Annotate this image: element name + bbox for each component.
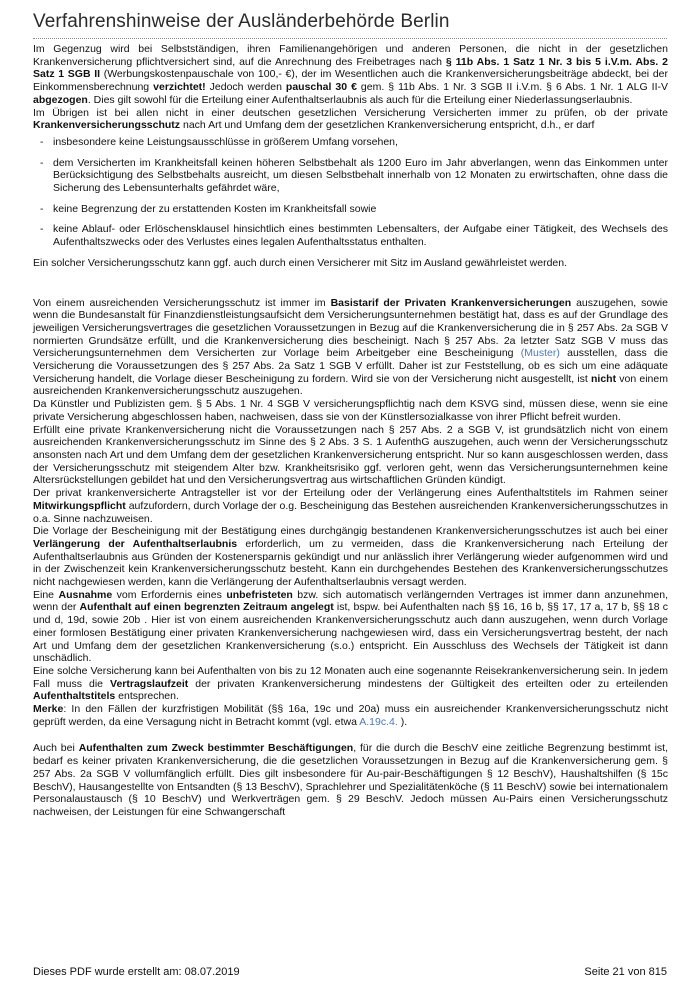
page-title: Verfahrenshinweise der Ausländerbehörde Berlin [33, 11, 450, 32]
paragraph-voraussetzungen: Erfüllt eine private Krankenversicherung nicht die Voraussetzungen nach § 257 Abs. 2 a SGB V, ist grundsätzlich nicht von einem ausreichenden Krankenversicherungsschutz im Sinne des § 2 Abs. 3 S. 1 AufenthG auszugehen, auch wenn der Versicherungsschutz ansonsten nach Art und dem Umfang dem der gesetzlichen Krankenversicherung entspricht. Nur so kann ausgeschlossen werden, dass der Versicherungsschutz mit steigendem Alter bzw. Krankheitsrisiko ggf. verloren geht, wenn das Versicherungsunternehmen keine Altersrückstellungen gebildet hat und den Versicherungsvertrag aus wirtschaftlichen Gründen kündigt. [33, 423, 668, 487]
page-header [33, 10, 667, 39]
creation-date: Dieses PDF wurde erstellt am: 08.07.2019 [33, 966, 240, 978]
paragraph-verlaengerung: Die Vorlage der Bescheinigung mit der Bestätigung eines durchgängig bestandenen Krankenversicherungsschutzes ist auch bei einer Verlängerung der Aufenthaltserlaubnis erforderlich, um zu vermeiden, dass die Krankenversicherung nach Erteilung der Aufenthaltserlaubnis aus Gründen der Kostenersparnis gekündigt und nur anlässlich ihrer Verlängerung wieder aufgenommen wird und in der Zwischenzeit kein Krankenversicherungsschutz besteht. Kann ein durchgehendes Bestehen des Krankenversicherungsschutzes nicht nachgewiesen werden, kann die Verlängerung der Aufenthaltserlaubnis versagt werden. [33, 525, 668, 589]
paragraph-freibetrag: Im Gegenzug wird bei Selbstständigen, ihren Familienangehörigen und anderen Personen, die nicht in der gesetzlichen Krankenversicherung pflichtversichert sind, auf die Anrechnung des Freibetrages nach § 11b Abs. 1 Satz 1 Nr. 3 bis 5 i.V.m. Abs. 2 Satz 1 SGB II (Werbungskostenpauschale von 100,- €), der im Wesentlichen auch die Krankenversicherungsbeiträge abdeckt, bei der Einkommensberechnung verzichtet! Jedoch werden pauschal 30 € gem. § 11b Abs. 1 Nr. 3 SGB II i.V.m. § 6 Abs. 1 Nr. 1 ALG II-V abgezogen. Dies gilt sowohl für die Erteilung einer Aufenthaltserlaubnis als auch für die Erteilung einer Niederlassungserlaubnis. [33, 43, 668, 106]
paragraph-reiseversicherung: Eine solche Versicherung kann bei Aufenthalten von bis zu 12 Monaten auch eine sogenannte Reisekrankenversicherung sein. In jedem Fall muss die Vertragslaufzeit der privaten Krankenversicherung mindestens der Gültigkeit des erteilten oder zu erteilenden Aufenthaltstitels entsprechen. [33, 664, 668, 703]
page-number: Seite 21 von 815 [584, 966, 667, 978]
muster-link[interactable]: (Muster) [520, 347, 560, 360]
header-divider [33, 38, 667, 39]
paragraph-mitwirkung: Der privat krankenversicherte Antragsteller ist vor der Erteilung oder der Verlängerung eines Aufenthaltstitels im Rahmen seiner Mitwirkungspflicht aufzufordern, durch Vorlage der o.g. Bescheinigung das Bestehen ausreichenden Krankenversicherungsschutzes in o.a. Sinne nachzuweisen. [33, 487, 668, 525]
list-item: - keine Ablauf- oder Erlöschensklausel hinsichtlich eines bestimmten Lebensalters, der Aufgabe einer Tätigkeit, des Wechsels des Aufenthaltszwecks oder des Verlustes eines legalen Aufenthaltsstatus enthalten. [40, 223, 668, 249]
paragraph-basistarif: Von einem ausreichenden Versicherungsschutz ist immer im Basistarif der Privaten Krankenversicherungen auszugehen, sowie wenn die Bundesanstalt für Finanzdienstleistungsaufsicht dem Versicherungsunternehmen bestätigt hat, dass es auf der Grundlage des jeweiligen Versicherungsvertrages die gesetzlichen Voraussetzungen in Bezug auf die Krankenversicherung die in § 257 Abs. 2a SGB V normierten Grundsätze erfüllt, und die Krankenversicherung dies bescheinigt. Nach § 257 Abs. 2a letzter Satz SGB V muss das Versicherungsunternehmen dem Versicherten zur Vorlage beim Arbeitgeber eine Bescheinigung (Muster) ausstellen, dass die Versicherung die Voraussetzungen des § 257 Abs. 2a Satz 1 SGB V erfüllt. Daher ist zur Feststellung, ob es sich um eine adäquate Versicherung handelt, die Vorlage dieser Bescheinigung zu fordern. Wird sie von der Versicherung nicht ausgestellt, ist nicht von einem ausreichenden Krankenversicherungsschutz auszugehen. [33, 296, 668, 398]
document-body [33, 43, 668, 819]
paragraph-ausland: Ein solcher Versicherungsschutz kann ggf. auch durch einen Versicherer mit Sitz im Ausland gewährleistet werden. [33, 256, 568, 269]
paragraph-merke: Merke: In den Fällen der kurzfristigen Mobilität (§§ 16a, 19c und 20a) muss ein ausreichender Krankenversicherungsschutz nicht geprüft werden, da eine Versagung nicht in Betracht kommt (vgl. etwa A.19c.4. ). [33, 703, 668, 728]
list-item: - keine Begrenzung der zu erstattenden Kosten im Krankheitsfall sowie [40, 202, 377, 215]
list-item: - insbesondere keine Leistungsausschlüsse in größerem Umfang vorsehen, [40, 135, 398, 148]
list-item: - dem Versicherten im Krankheitsfall keinen höheren Selbstbehalt als 1200 Euro im Jahr abverlangen, wenn das Einkommen unter Berücksichtigung des Selbstbehalts ausreicht, um diesen Selbstbehalt innerhalb von 12 Monaten zu erwirtschaften, ohne dass die Sicherung des Lebensunterhalts gefährdet wäre, [40, 156, 668, 195]
paragraph-pruefung: Im Übrigen ist bei allen nicht in einer deutschen gesetzlichen Versicherung Versicherten immer zu prüfen, ob der private Krankenversicherungsschutz nach Art und Umfang dem der gesetzlichen Krankenversicherung entspricht, d.h., er darf [33, 106, 668, 132]
paragraph-ausnahme: Eine Ausnahme vom Erfordernis eines unbefristeten bzw. sich automatisch verlängernden Vertrages ist immer dann anzunehmen, wenn der Aufenthalt auf einen begrenzten Zeitraum angelegt ist, bspw. bei Aufenthalten nach §§ 16, 16 b, §§ 17, 17 a, 17 b, §§ 18 c und d, 19d, sowie 20b . Hier ist von einem ausreichenden Krankenversicherungsschutz auch dann auszugehen, wenn durch Vorlage einer formlosen Bestätigung einer privaten Krankenversicherung nachgewiesen wird, dass ein Versicherungsvertrag besteht, der nach Art und Umfang dem der gesetzlichen Krankenversicherung (s.o.) entspricht. Ein Ausschluss des Wechsels der Tätigkeit ist dann unschädlich. [33, 588, 668, 665]
requirements-list [33, 136, 668, 249]
a19c4-link[interactable]: A.19c.4. [359, 715, 398, 728]
paragraph-beschaeftigungen: Auch bei Aufenthalten zum Zweck bestimmter Beschäftigungen, für die durch die BeschV eine zeitliche Begrenzung bestimmt ist, bedarf es keiner privaten Krankenversicherung, die die gesetzlichen Voraussetzungen in Bezug auf die Krankenversicherung gem. § 257 Abs. 2a SGB V vollumfänglich erfüllt. Dies gilt insbesondere für Au-pair-Beschäftigungen § 12 BeschV), Haushaltshilfen (§ 15c BeschV), Hausangestellte von Entsandten (§ 13 BeschV), Sprachlehrer und Spezialitätenköche (§ 11 BeschV) sowie bei internationalem Personalaustausch (§ 10 BeschV) und Werkverträgen gem. § 29 BeschV. Jedoch müssen Au-Pairs einen Versicherungsschutz nachweisen, der Leistungen für eine Schwangerschaft [33, 742, 668, 818]
paragraph-kuenstler: Da Künstler und Publizisten gem. § 5 Abs. 1 Nr. 4 SGB V versicherungspflichtig nach dem KSVG sind, müssen diese, wenn sie eine private Versicherung abgeschlossen haben, nachweisen, dass sie von der Künstlersozialkasse von ihrer Pflicht befreit wurden. [33, 398, 668, 423]
